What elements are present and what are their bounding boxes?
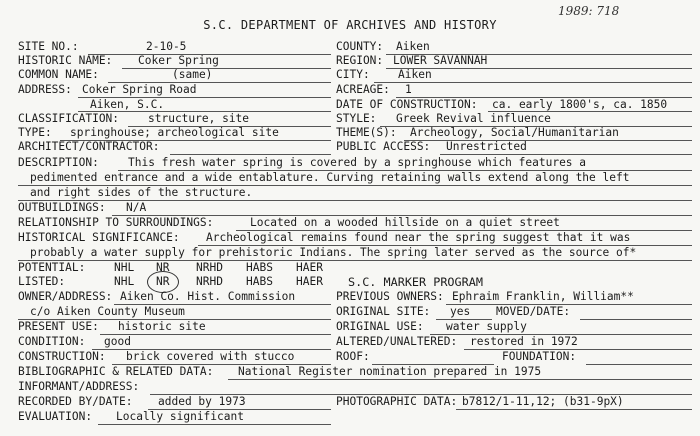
construction-value: brick covered with stucco (126, 350, 295, 363)
header-title: S.C. DEPARTMENT OF ARCHIVES AND HISTORY (203, 18, 497, 32)
construction-label: CONSTRUCTION: (18, 350, 106, 363)
photographic-line (456, 409, 692, 410)
outbuildings-label: OUTBUILDINGS: (18, 201, 106, 214)
moved-date-label: MOVED/DATE: (496, 305, 571, 318)
listed-option-habs: HABS (246, 275, 273, 288)
previous-owners-value: Ephraim Franklin, William** (452, 290, 634, 303)
city-value: Aiken (398, 68, 432, 81)
city-line (374, 82, 692, 83)
evaluation-value: Locally significant (116, 410, 244, 423)
date-construction-value: ca. early 1800's, ca. 1850 (492, 98, 668, 111)
county-label: COUNTY: (336, 40, 384, 53)
previous-owners-label: PREVIOUS OWNERS: (336, 290, 444, 303)
listed-option-nhl: NHL (114, 275, 135, 288)
photographic-value: b7812/1-11,12; (b31-9pX) (462, 395, 624, 408)
type-label: TYPE: (18, 126, 52, 139)
bibliographic-value: National Register nomination prepared in 1975 (238, 365, 542, 378)
outbuildings-value: N/A (126, 201, 147, 214)
region-line (386, 68, 692, 69)
description-line-2: pedimented entrance and a wide entablature. Curving retaining walls extend along the left (30, 171, 630, 184)
potential-label: POTENTIAL: (18, 261, 86, 274)
historical-significance-label: HISTORICAL SIGNIFICANCE: (18, 231, 180, 244)
address-label: ADDRESS: (18, 83, 72, 96)
relationship-value: Located on a wooded hillside on a quiet street (250, 216, 560, 229)
bibliographic-line (228, 379, 692, 380)
original-use-value: water supply (446, 320, 527, 333)
listed-option-nrhd: NRHD (196, 275, 223, 288)
themes-value: Archeology, Social/Humanitarian (410, 126, 619, 139)
address-value: Coker Spring Road (82, 83, 197, 96)
moved-date-line (580, 319, 692, 320)
county-value: Aiken (396, 40, 430, 53)
description-label: DESCRIPTION: (18, 156, 99, 169)
public-access-label: PUBLIC ACCESS: (336, 140, 431, 153)
recorded-by-value: added by 1973 (158, 395, 246, 408)
foundation-label: FOUNDATION: (502, 350, 577, 363)
potential-option-nr: NR (156, 261, 170, 274)
classification-label: CLASSIFICATION: (18, 112, 120, 125)
corner-note: 1989: 718 (558, 4, 620, 18)
marker-program: S.C. MARKER PROGRAM (348, 275, 483, 289)
listed-label: LISTED: (18, 275, 66, 288)
condition-value: good (104, 335, 131, 348)
type-value: springhouse; archeological site (70, 126, 279, 139)
region-value: LOWER SAVANNAH (393, 54, 488, 67)
original-site-value: yes (450, 305, 471, 318)
potential-option-haer: HAER (296, 261, 323, 274)
architect-label: ARCHITECT/CONTRACTOR: (18, 140, 160, 153)
listed-option-nr: NR (156, 275, 170, 288)
informant-label: INFORMANT/ADDRESS: (18, 380, 140, 393)
description-line-1: This fresh water spring is covered by a springhouse which features a (128, 156, 587, 169)
present-use-label: PRESENT USE: (18, 320, 99, 333)
historical-significance-line-2: probably a water supply for prehistoric Indians. The spring later served as the source of* (30, 246, 637, 259)
altered-label: ALTERED/UNALTERED: (336, 335, 458, 348)
recorded-by-label: RECORDED BY/DATE: (18, 395, 133, 408)
original-use-label: ORIGINAL USE: (336, 320, 424, 333)
architect-line (170, 154, 331, 155)
present-use-value: historic site (118, 320, 206, 333)
potential-option-habs: HABS (246, 261, 273, 274)
present-use-line (100, 334, 331, 335)
owner-label: OWNER/ADDRESS: (18, 290, 113, 303)
altered-line (464, 349, 692, 350)
potential-option-nrhd: NRHD (196, 261, 223, 274)
foundation-line (586, 364, 692, 365)
site-no-value: 2-10-5 (146, 40, 187, 53)
condition-label: CONDITION: (18, 335, 86, 348)
listed-option-haer: HAER (296, 275, 323, 288)
bibliographic-label: BIBLIOGRAPHIC & RELATED DATA: (18, 365, 214, 378)
altered-value: restored in 1972 (470, 335, 578, 348)
original-site-label: ORIGINAL SITE: (336, 305, 431, 318)
historical-significance-line-1: Archeological remains found near the spring suggest that it was (206, 231, 631, 244)
public-access-value: Unrestricted (446, 140, 527, 153)
public-access-line (440, 154, 692, 155)
historic-name-value: Coker Spring (138, 54, 219, 67)
region-label: REGION: (336, 54, 384, 67)
description-rule-3 (18, 200, 692, 201)
style-value: Greek Revival influence (396, 112, 551, 125)
address-value-2: Aiken, S.C. (90, 98, 165, 111)
relationship-label: RELATIONSHIP TO SURROUNDINGS: (18, 216, 214, 229)
owner-value-2: c/o Aiken County Museum (30, 305, 185, 318)
style-label: STYLE: (336, 112, 377, 125)
historic-name-label: HISTORIC NAME: (18, 54, 113, 67)
themes-label: THEME(S): (336, 126, 397, 139)
potential-option-nhl: NHL (114, 261, 135, 274)
evaluation-line (98, 424, 331, 425)
common-name-label: COMMON NAME: (18, 68, 99, 81)
date-construction-label: DATE OF CONSTRUCTION: (336, 98, 478, 111)
acreage-label: ACREAGE: (336, 83, 390, 96)
roof-label: ROOF: (336, 350, 370, 363)
classification-value: structure, site (148, 112, 250, 125)
owner-value: Aiken Co. Hist. Commission (120, 290, 296, 303)
description-line-3: and right sides of the structure. (30, 186, 253, 199)
acreage-value: 1 (405, 83, 412, 96)
historic-name-line (122, 68, 331, 69)
site-no-label: SITE NO.: (18, 40, 79, 53)
photographic-label: PHOTOGRAPHIC DATA: (336, 395, 458, 408)
common-name-value: (same) (172, 68, 213, 81)
city-label: CITY: (336, 68, 370, 81)
evaluation-label: EVALUATION: (18, 410, 93, 423)
